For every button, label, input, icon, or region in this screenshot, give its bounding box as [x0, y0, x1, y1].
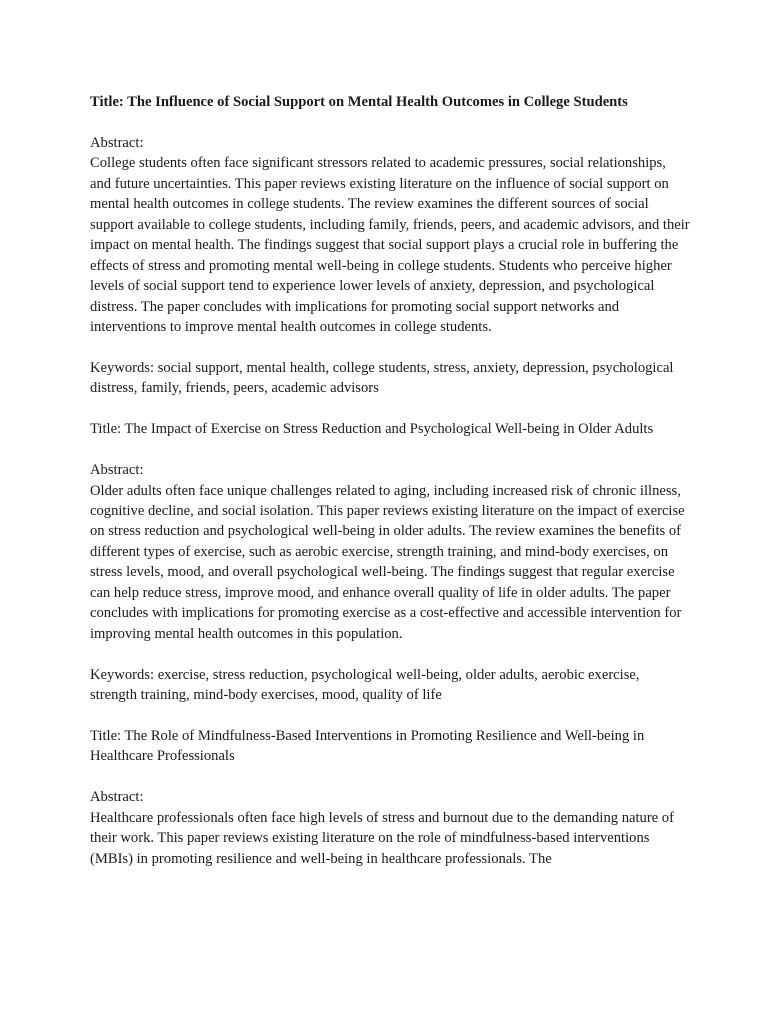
paper-2-abstract-text: Older adults often face unique challenges related to aging, including increased risk of chronic illness, cognitive decline, and social isolation. This paper reviews existing literature on the impact of exercise on stress reduction and psychological well-being in older adults. The review examines the benefits of different types of exercise, such as aerobic exercise, strength training, and mind-body exercises, on stress levels, mood, and overall psychological well-being. The findings suggest that regular exercise can help reduce stress, improve mood, and enhance overall quality of life in older adults. The paper concludes with implications for promoting exercise as a cost-effective and accessible intervention for improving mental health outcomes in this population. [90, 482, 685, 642]
document-page [90, 92, 690, 890]
paper-1-abstract-label: Abstract: [90, 134, 144, 151]
paper-2-abstract-label: Abstract: [90, 462, 144, 479]
paper-3-title: Title: The Role of Mindfulness-Based Interventions in Promoting Resilience and Well-being in Healthcare Professionals [90, 727, 645, 765]
paper-3-abstract-label: Abstract: [90, 789, 144, 806]
paper-2-title-block [90, 419, 690, 439]
paper-1-title: Title: The Influence of Social Support on Mental Health Outcomes in College Students [90, 94, 628, 110]
paper-1-keywords: Keywords: social support, mental health, college students, stress, anxiety, depression, psychological distress, family, friends, peers, academic advisors [90, 359, 674, 397]
paper-1-keywords-block [90, 358, 690, 399]
paper-1-title-block [90, 92, 690, 112]
paper-2-title: Title: The Impact of Exercise on Stress Reduction and Psychological Well-being in Older Adults [90, 421, 654, 438]
paper-2-abstract-block [90, 460, 690, 644]
paper-3-abstract-block [90, 787, 690, 869]
paper-3-abstract-text: Healthcare professionals often face high levels of stress and burnout due to the demanding nature of their work. This paper reviews existing literature on the role of mindfulness-based interventions (MBIs) in promoting resilience and well-being in healthcare professionals. The [90, 809, 674, 867]
paper-3-title-block [90, 726, 690, 767]
paper-2-keywords: Keywords: exercise, stress reduction, psychological well-being, older adults, aerobic exercise, strength training, mind-body exercises, mood, quality of life [90, 666, 640, 704]
paper-2-keywords-block [90, 665, 690, 706]
paper-1-abstract-text: College students often face significant stressors related to academic pressures, social relationships, and future uncertainties. This paper reviews existing literature on the influence of social support on mental health outcomes in college students. The review examines the different sources of social support available to college students, including family, friends, peers, and academic advisors, and their impact on mental health. The findings suggest that social support plays a crucial role in buffering the effects of stress and promoting mental well-being in college students. Students who perceive higher levels of social support tend to experience lower levels of anxiety, depression, and psychological distress. The paper concludes with implications for promoting social support networks and interventions to improve mental health outcomes in college students. [90, 155, 690, 335]
paper-1-abstract-block [90, 133, 690, 338]
